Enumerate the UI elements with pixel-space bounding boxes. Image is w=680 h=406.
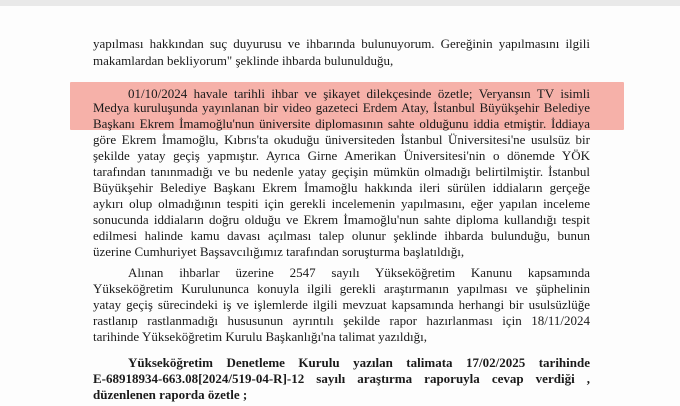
text-line: şekilde yatay geçiş yapmıştır. Ayrıca Girne Amerikan Üniversitesi'nin o dönemde YÖK bbox=[93, 148, 590, 163]
top-edge bbox=[0, 0, 680, 6]
text-line: yatay geçiş sürecindeki iş ve işlemlerde ilgili mevzuat kapsamında herhangi bir usulsüzlüğe bbox=[93, 297, 590, 312]
text-line: makamlardan bekliyorum" şeklinde ihbarda bulunulduğu, bbox=[93, 53, 394, 68]
text-line: üzerine Cumhuriyet Başsavcılığımız tarafından soruşturma başlatıldığı, bbox=[93, 244, 465, 259]
text-line: göre Ekrem İmamoğlu, Kıbrıs'ta okuduğu üniversiteden İstanbul Üniversitesi'ne usulsüz bir bbox=[93, 132, 590, 147]
text-line-highlighted: Başkanı Ekrem İmamoğlu'nun üniversite diplomasının sahte olduğunu iddia etmiştir. İddiaya bbox=[93, 116, 590, 131]
text-line: Büyükşehir Belediye Başkanı Ekrem İmamoğlu hakkında ileri sürülen iddiaların gerçeğe bbox=[93, 180, 590, 195]
text-line: Yükseköğretim Kurulununca konuyla ilgili gerekli araştırmanın yapılması ve şüphelinin bbox=[93, 281, 590, 296]
text-line-bold: E-68918934-663.08[2024/519-04-R]-12 sayılı araştırma raporuyla cevap verdiği , bbox=[93, 371, 590, 386]
text-line: edilmesi halinde kamu davası açılması talep olunur şeklinde ihbarda bulunduğu, bunun bbox=[93, 228, 590, 243]
text-line: rastlanıp rastlanmadığı hususunun ayrıntılı şekilde rapor hazırlanması için 18/11/2024 bbox=[93, 313, 590, 328]
text-line: Alınan ihbarlar üzerine 2547 sayılı Yükseköğretim Kanunu kapsamında bbox=[128, 265, 590, 280]
text-line: yapılması hakkından suç duyurusu ve ihbarında bulunuyorum. Gereğinin yapılmasını ilgili bbox=[93, 36, 590, 51]
text-line: tarafından tanınmadığı ve bu nedenle yatay geçişin mümkün olmadığı belirtilmiştir. İstanbul bbox=[93, 164, 590, 179]
text-line-bold: Yükseköğretim Denetleme Kurulu yazılan talimata 17/02/2025 tarihinde bbox=[128, 355, 590, 370]
text-line: sonucunda iddiaların doğru olduğu ve Ekrem İmamoğlu'nun sahte diploma kullandığı tespit bbox=[93, 212, 590, 227]
text-line: aykırı olup olmadığının tespiti için gerekli incelemenin yapılmasını, eğer yapılan inceleme bbox=[93, 196, 590, 211]
text-line-highlighted: Medya kuruluşunda yayınlanan bir video gazeteci Erdem Atay, İstanbul Büyükşehir Belediye bbox=[93, 100, 590, 115]
text-line: tarihinde Yükseköğretim Kurulu Başkanlığı'na talimat yazıldığı, bbox=[93, 329, 428, 344]
text-line-bold: düzenlenen raporda özetle ; bbox=[93, 387, 248, 402]
text-line-highlighted: 01/10/2024 havale tarihli ihbar ve şikayet dilekçesinde özetle; Veryansın TV isimli bbox=[128, 86, 590, 101]
